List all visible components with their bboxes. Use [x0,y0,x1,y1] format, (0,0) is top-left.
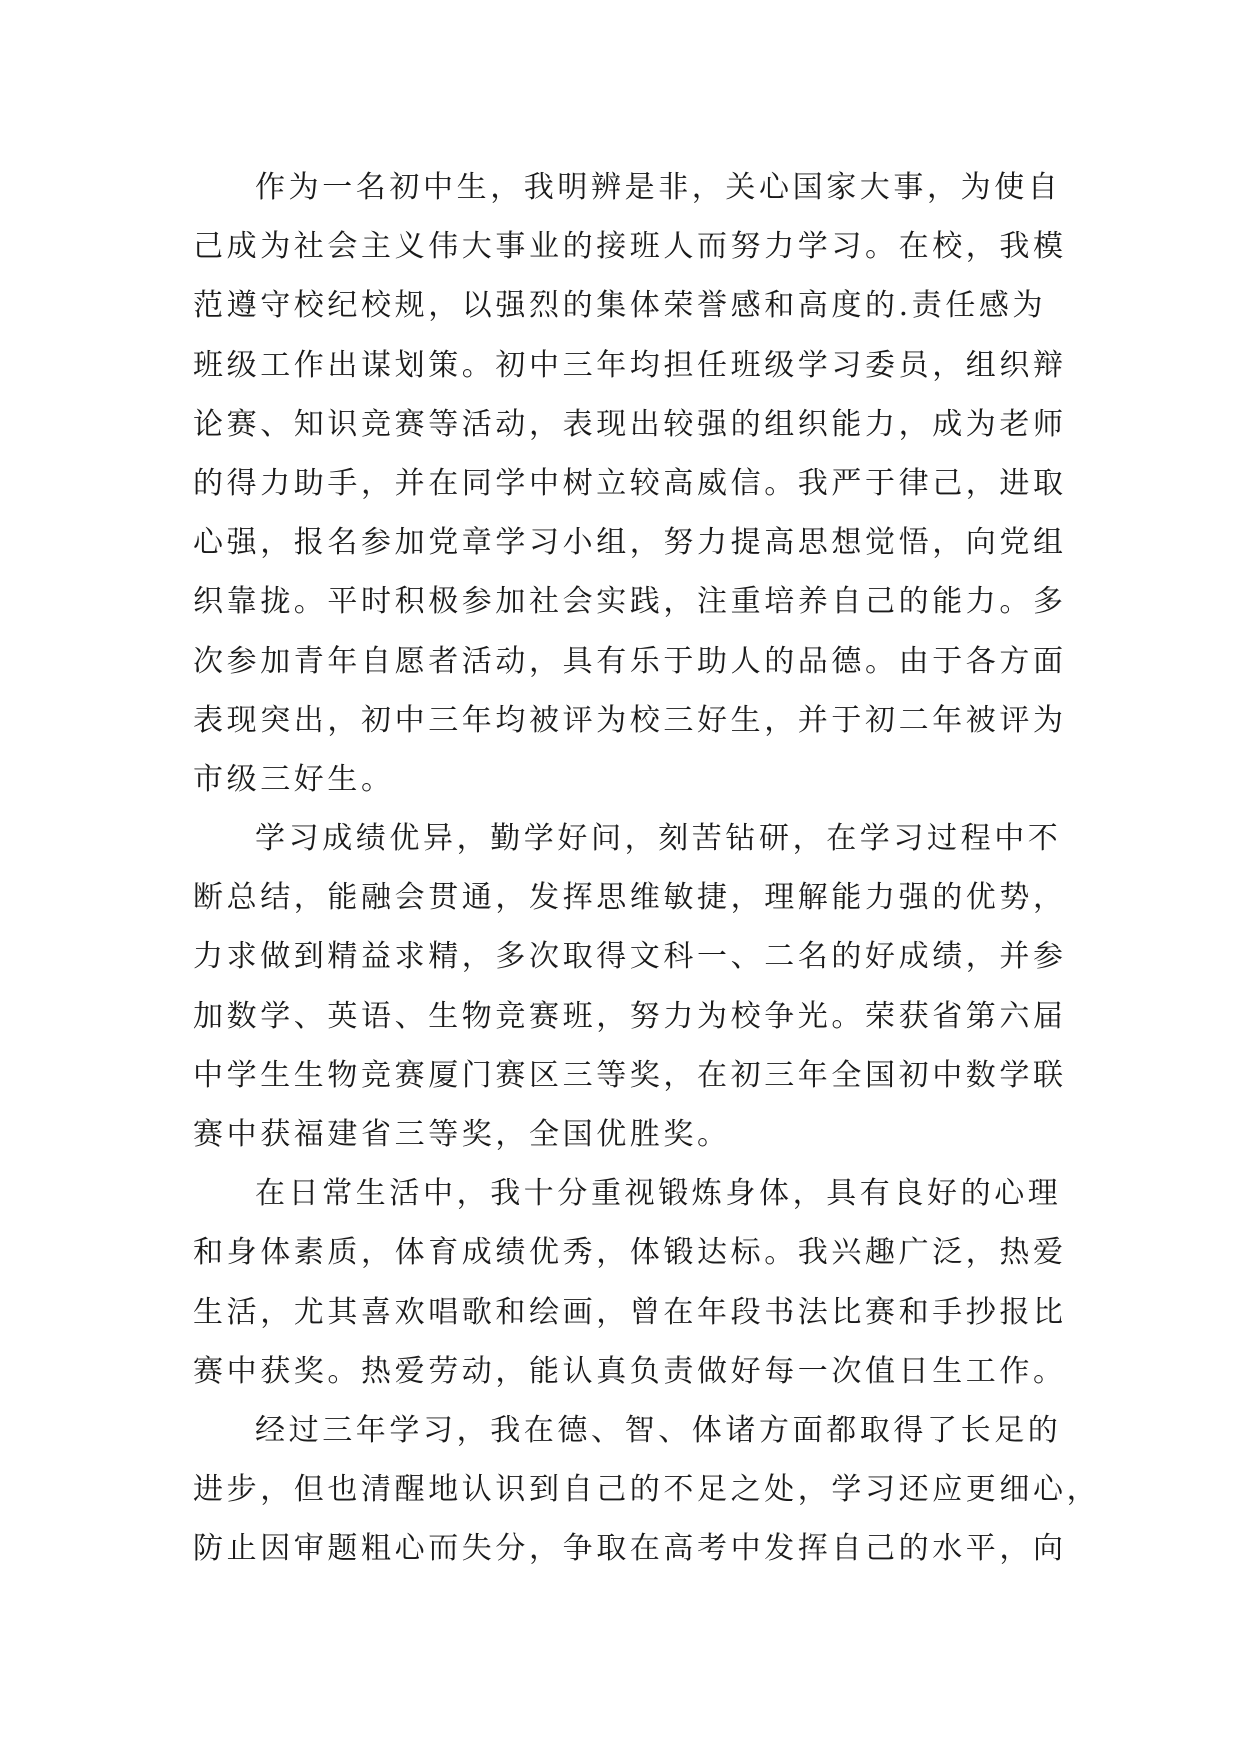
document-body [193,158,1101,1579]
text-line: 表现突出，初中三年均被评为校三好生，并于初二年被评为 [193,702,1067,738]
text-line: 心强，报名参加党章学习小组，努力提高思想觉悟，向党组 [193,525,1067,561]
text-line: 和身体素质，体育成绩优秀，体锻达标。我兴趣广泛，热爱 [193,1235,1067,1271]
text-line: 防止因审题粗心而失分，争取在高考中发挥自己的水平，向 [193,1531,1067,1567]
text-line: 生活，尤其喜欢唱歌和绘画，曾在年段书法比赛和手抄报比 [193,1294,1067,1330]
paragraph [193,1164,1073,1401]
text-line: 进步，但也清醒地认识到自己的不足之处，学习还应更细心， [193,1472,1101,1508]
text-line: 赛中获奖。热爱劳动，能认真负责做好每一次值日生工作。 [193,1353,1067,1389]
text-line: 己成为社会主义伟大事业的接班人而努力学习。在校，我模 [193,229,1067,265]
paragraph [193,809,1073,1164]
text-line: 加数学、英语、生物竞赛班，努力为校争光。荣获省第六届 [193,998,1067,1034]
text-line: 作为一名初中生，我明辨是非，关心国家大事，为使自 [255,170,1062,205]
text-line: 次参加青年自愿者活动，具有乐于助人的品德。由于各方面 [193,643,1067,679]
text-line: 断总结，能融会贯通，发挥思维敏捷，理解能力强的优势， [193,880,1067,916]
text-line: 经过三年学习，我在德、智、体诸方面都取得了长足的 [255,1412,1062,1448]
text-line: 中学生生物竞赛厦门赛区三等奖，在初三年全国初中数学联 [193,1057,1067,1093]
text-line: 赛中获福建省三等奖，全国优胜奖。 [193,1117,731,1152]
text-line: 力求做到精益求精，多次取得文科一、二名的好成绩，并参 [193,939,1067,975]
text-line: 班级工作出谋划策。初中三年均担任班级学习委员，组织辩 [193,347,1067,383]
text-line: 论赛、知识竞赛等活动，表现出较强的组织能力，成为老师 [193,406,1067,442]
text-line: 市级三好生。 [193,761,395,797]
text-line: 范遵守校纪校规，以强烈的集体荣誉感和高度的.责任感为 [193,288,1047,324]
text-line: 织靠拢。平时积极参加社会实践，注重培养自己的能力。多 [193,584,1067,620]
text-line: 在日常生活中，我十分重视锻炼身体，具有良好的心理 [255,1176,1062,1212]
text-line: 的得力助手，并在同学中树立较高威信。我严于律己，进取 [193,465,1067,501]
paragraph [193,1401,1101,1579]
text-line: 学习成绩优异，勤学好问，刻苦钻研，在学习过程中不 [255,821,1062,857]
paragraph [193,158,1073,809]
